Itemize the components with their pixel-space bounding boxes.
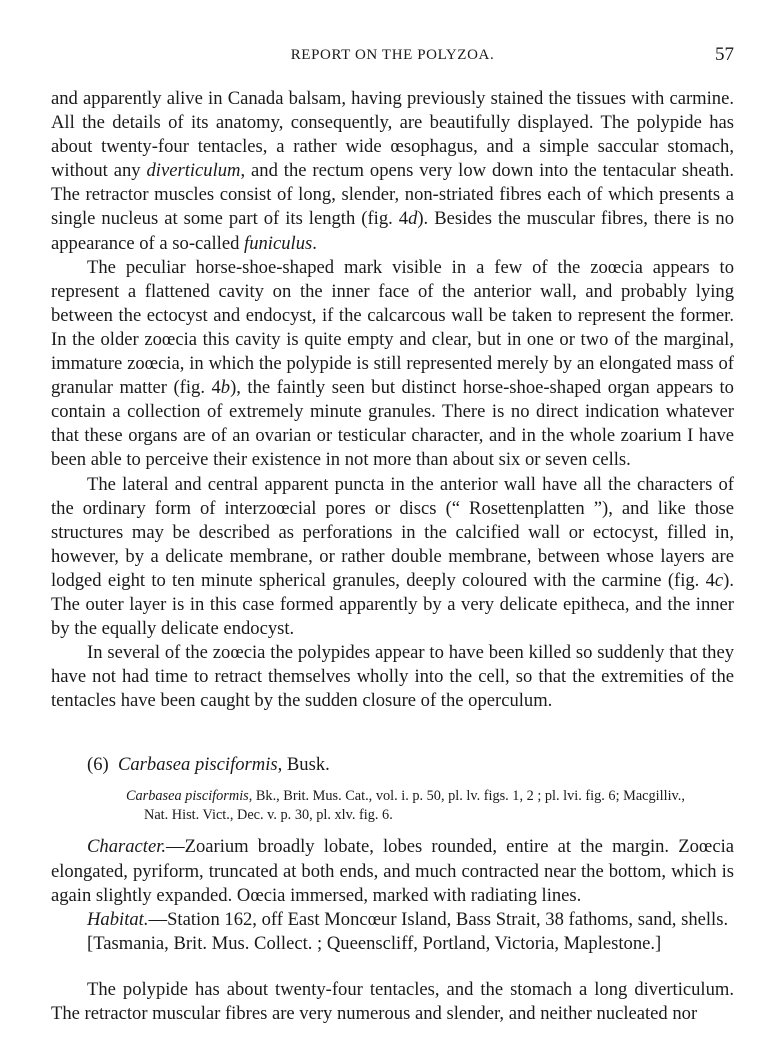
distribution-line: [Tasmania, Brit. Mus. Collect. ; Queenscliff, Portland, Victoria, Maplestone.] bbox=[87, 932, 662, 954]
character-paragraph: Character.—Zoarium broadly lobate, lobes rounded, entire at the margin. Zoœcia elongated, pyriform, truncated at both ends, and much contracted near the bottom, which is again slightly expanded. Oœcia immersed, marked with radiating lines. bbox=[51, 836, 734, 906]
habitat-paragraph: Habitat.—Station 162, off East Moncœur Island, Bass Strait, 38 fathoms, sand, shells. bbox=[87, 908, 729, 930]
paragraph-horseshoe-mark: The peculiar horse-shoe-shaped mark visible in a few of the zoœcia appears to represent a flattened cavity on the inner face of the anterior wall, and probably lying between the ectocyst and endocyst, if the calcarcous wall be taken to represent the former. In the older zoœcia this cavity is quite empty and clear, but in one or two of the marginal, immature zoœcia, in which the polypide is still represented merely by an elongated mass of granular matter (fig. 4b), the faintly seen but distinct horse-shoe-shaped organ appears to contain a collection of extremely minute granules. There is no direct indication whatever that these organs are of an ovarian or testicular character, and in the whole zoarium I have been able to perceive their existence in not more than about six or seven cells. bbox=[51, 256, 734, 471]
paragraph-polypides: In several of the zoœcia the polypides appear to have been killed so suddenly that they have not had time to retract themselves wholly into the cell, so that the extremities of the tentacles have been caught by the sudden closure of the operculum. bbox=[51, 642, 734, 712]
species-heading: (6) Carbasea pisciformis, Busk. bbox=[87, 754, 330, 776]
page-header bbox=[51, 44, 734, 68]
synonymy-citation: Carbasea pisciformis, Bk., Brit. Mus. Cat., vol. i. p. 50, pl. lv. figs. 1, 2 ; pl. lvi. fig. 6; Macgilliv., Nat. Hist. Vict., Dec. v. p. 30, pl. xlv. fig. 6. bbox=[126, 788, 685, 824]
paragraph-anatomy: and apparently alive in Canada balsam, having previously stained the tissues with carmine. All the details of its anatomy, consequently, are beautifully displayed. The polypide has about twenty-four tentacles, a rather wide œsophagus, and a simple saccular stomach, without any diverticulum, and the rectum opens very low down into the tentacular sheath. The retractor muscles consist of long, slender, non-striated fibres each of which presents a single nucleus at some part of its length (fig. 4d). Besides the muscular fibres, there is no appearance of a so-called funiculus. bbox=[51, 88, 735, 254]
remarks-paragraph: The polypide has about twenty-four tentacles, and the stomach a long diverticulum. The retractor muscular fibres are very numerous and slender, and neither nucleated nor bbox=[51, 978, 734, 1024]
body-text bbox=[51, 87, 734, 1026]
paragraph-puncta: The lateral and central apparent puncta in the anterior wall have all the characters of the ordinary form of interzoœcial pores or discs (“ Rosettenplatten ”), and like those structures may be described as perforations in the calcified wall or ectocyst, filled in, however, by a delicate membrane, or rather double membrane, between whose layers are lodged eight to ten minute spherical granules, deeply coloured with the carmine (fig. 4c). The outer layer is in this case formed apparently by a very delicate epitheca, and the inner by the equally delicate endocyst. bbox=[51, 473, 734, 640]
running-title: REPORT ON THE POLYZOA. bbox=[290, 47, 495, 63]
page-number: 57 bbox=[715, 44, 734, 65]
